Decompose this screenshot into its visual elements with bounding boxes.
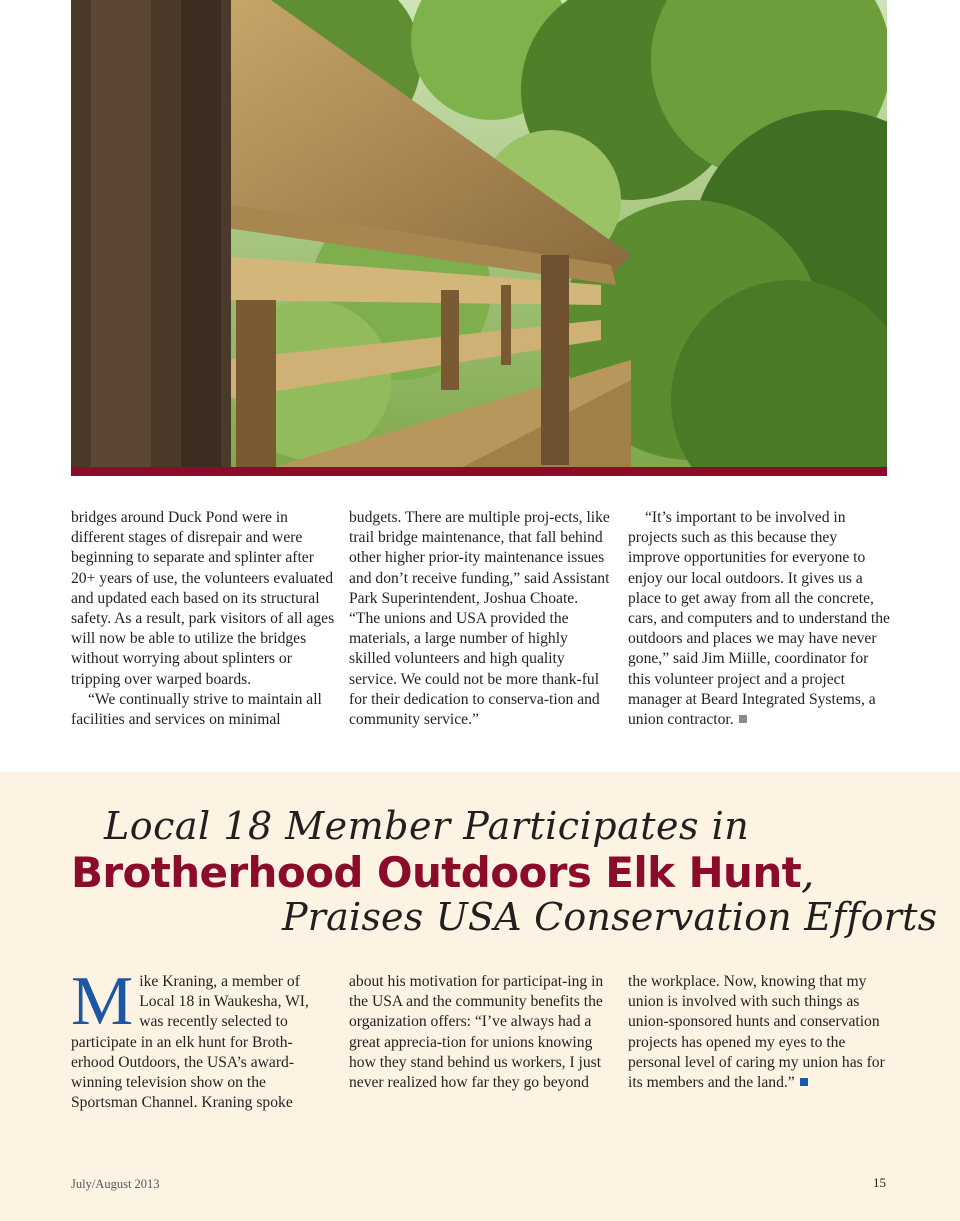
article-top-paragraph: bridges around Duck Pond were in different stages of disrepair and were beginning to separate and splinter after 20+ years of use, the volunteers evaluated and updated each based on its structural safety. As a result, park visitors of all ages will now be able to utilize the bridges without worrying about splinters or tripping over warped boards.	[71, 509, 335, 688]
boardwalk-bridge-illustration	[71, 0, 887, 468]
article-bottom-text: ike Kraning, a member of Local 18 in Waukesha, WI, was recently selected to participate in an elk hunt for Broth-erhood Outdoors, the USA’s award-winning television show on the Sportsman Channel. Kraning spoke	[71, 973, 309, 1112]
end-of-article-square-icon	[739, 715, 747, 723]
headline-line-3: Praises USA Conservation Efforts	[282, 895, 938, 939]
article-bottom-paragraph	[71, 963, 335, 1113]
article-top-column-3	[628, 508, 892, 730]
article-bottom-text: the workplace. Now, knowing that my union is involved with such things as union-sponsored hunts and conservation projects has opened my eyes to the personal level of caring my union has for its members and the land.”	[628, 973, 885, 1092]
headline-main-title: Brotherhood Outdoors Elk Hunt	[71, 848, 802, 897]
article-top-paragraph: budgets. There are multiple proj-ects, like trail bridge maintenance, that fall behind other higher prior-ity maintenance issues and don’t receive funding,” said Assistant Park Superintendent, Joshua Choate. “The unions and USA provided the materials, a large number of highly skilled volunteers and high quality service. We could not be more thank-ful for their dedication to conserva-tion and community service.”	[349, 509, 610, 729]
headline-comma: ,	[801, 848, 814, 897]
article-top-paragraph-text: “It’s important to be involved in projects such as this because they improve opportunities for everyone to enjoy our local outdoors. It gives us a place to get away from all the concrete, cars, and computers and to understand the outdoors and places we may have never gone,” said Jim Miille, coordinator for this volunteer project and a project manager at Beard Integrated Systems, a union contractor.	[628, 509, 890, 729]
article-bottom-column-1	[71, 963, 335, 1113]
article-top-paragraph: “We continually strive to maintain all facilities and services on minimal	[71, 690, 322, 729]
article-top-column-1	[71, 508, 335, 730]
page-number: 15	[873, 1175, 886, 1190]
article-bottom-paragraph	[628, 972, 892, 1093]
photo-divider-rule	[71, 467, 887, 476]
article-bottom-column-2	[349, 972, 613, 1093]
issue-date: July/August 2013	[71, 1177, 160, 1191]
headline-line-2	[71, 848, 814, 897]
boardwalk-bridge-photo	[71, 0, 887, 468]
article-bottom-column-3	[628, 972, 892, 1093]
headline-line-1: Local 18 Member Participates in	[104, 804, 750, 848]
drop-cap: M	[71, 963, 134, 1040]
article-top-paragraph	[628, 508, 892, 730]
article-top-column-2	[349, 508, 613, 730]
article-bottom-paragraph: about his motivation for participat-ing in the USA and the community benefits the organization offers: “I’ve always had a great apprecia-tion for unions knowing how they stand behind us workers, I just never realized how far they go beyond	[349, 973, 604, 1092]
end-of-article-square-icon	[800, 1078, 808, 1086]
